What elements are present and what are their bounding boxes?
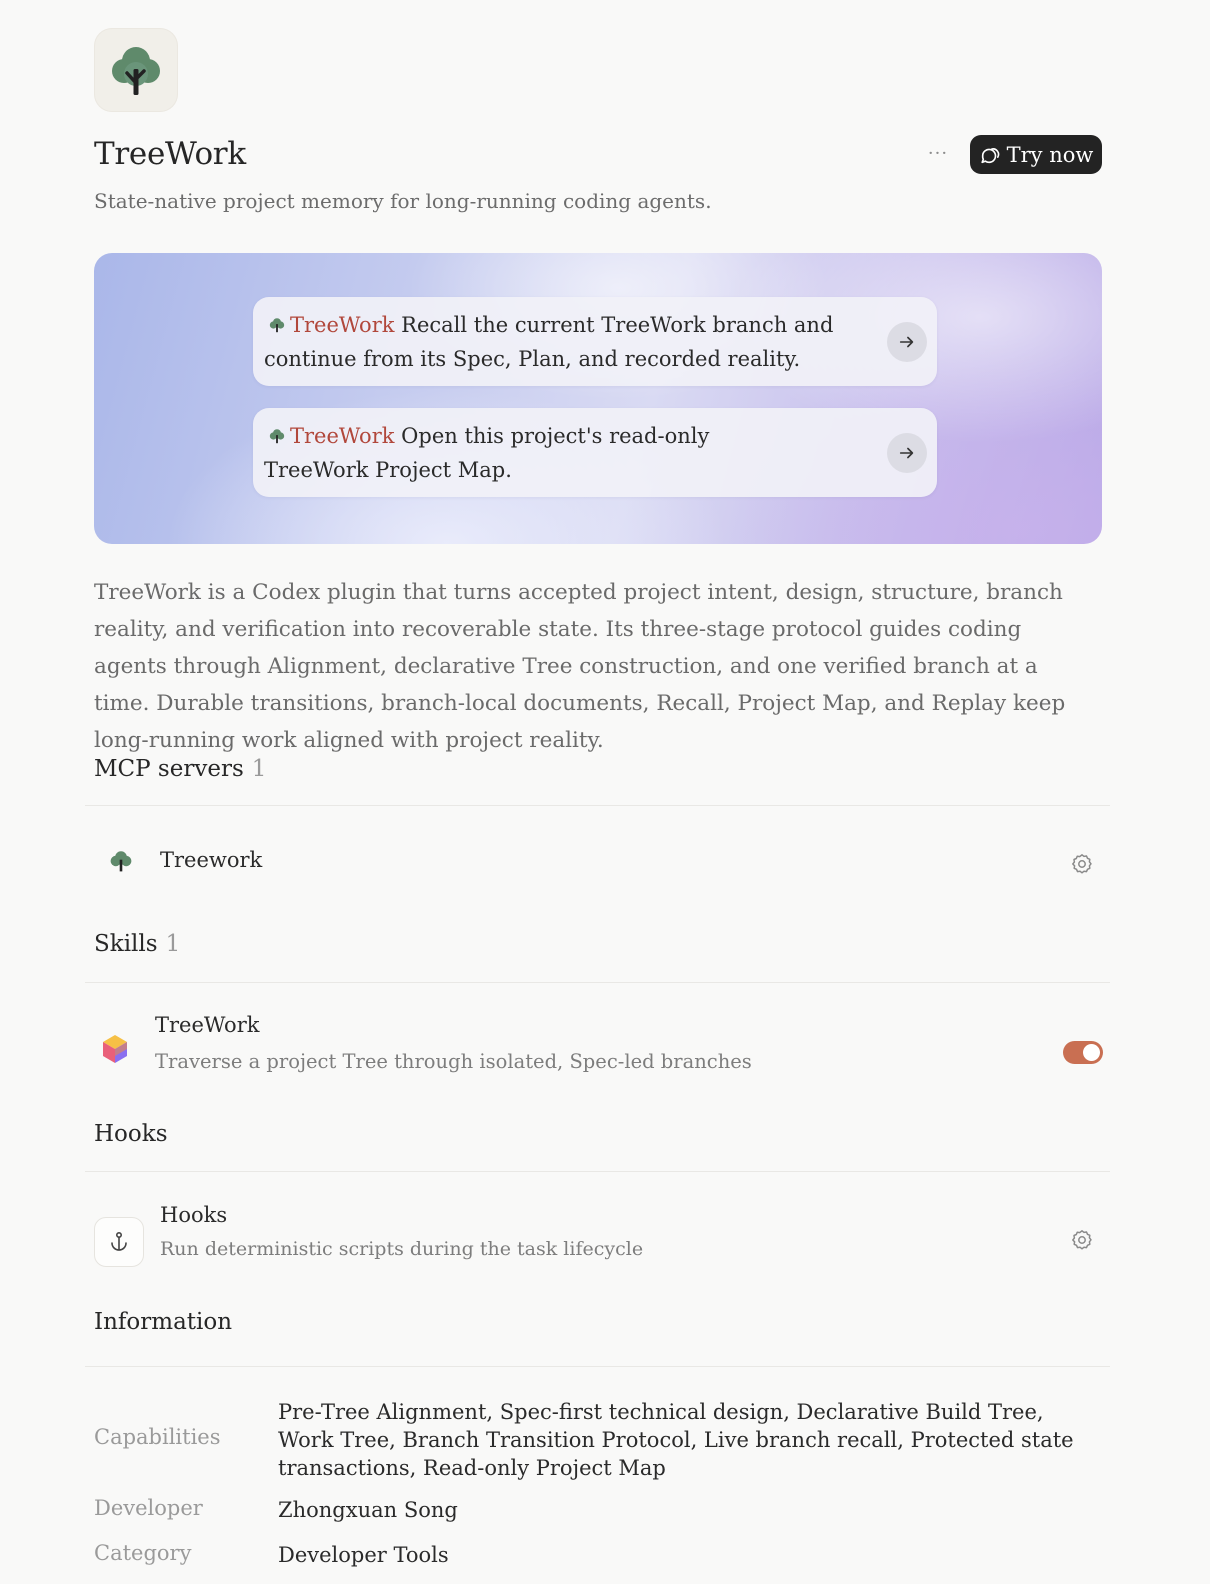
info-label-developer: Developer xyxy=(94,1496,203,1520)
try-now-button[interactable] xyxy=(970,135,1102,174)
skill-toggle[interactable] xyxy=(1063,1041,1103,1064)
tree-icon xyxy=(105,39,167,101)
info-value-capabilities: Pre-Tree Alignment, Spec-first technical design, Declarative Build Tree, Work Tree, Branch Transition Protocol, Live branch recall, Protected state transactions, Read-only Project Map xyxy=(278,1400,1074,1480)
prompt-text: Open this project's read-only TreeWork Project Map. xyxy=(264,424,710,482)
prompt-banner xyxy=(94,253,1102,544)
hooks-description: Run deterministic scripts during the task lifecycle xyxy=(160,1238,644,1260)
info-value-category: Developer Tools xyxy=(278,1543,449,1567)
divider xyxy=(85,982,1110,983)
tree-icon xyxy=(108,848,134,874)
page-title: TreeWork xyxy=(94,136,246,172)
mcp-server-icon xyxy=(108,848,134,878)
hooks-settings-button[interactable] xyxy=(1070,1228,1094,1252)
divider xyxy=(85,805,1110,806)
info-label-category: Category xyxy=(94,1541,192,1565)
section-title-text: MCP servers xyxy=(94,756,244,782)
page-subtitle: State-native project memory for long-running coding agents. xyxy=(94,189,712,213)
prompt-tag: TreeWork xyxy=(290,424,395,448)
section-title-mcp xyxy=(94,756,266,782)
prompt-text-block xyxy=(264,419,794,487)
send-prompt-button[interactable] xyxy=(887,433,927,473)
skill-name: TreeWork xyxy=(155,1013,260,1037)
prompt-text: Recall the current TreeWork branch and continue from its Spec, Plan, and recorded reality. xyxy=(264,313,834,371)
section-title-hooks xyxy=(94,1121,168,1147)
more-icon: ··· xyxy=(927,142,949,164)
prompt-tag: TreeWork xyxy=(290,313,395,337)
divider xyxy=(85,1171,1110,1172)
hooks-icon-box xyxy=(94,1217,144,1267)
chat-icon xyxy=(979,144,1001,166)
prompt-card[interactable] xyxy=(253,408,937,497)
gear-icon xyxy=(1070,852,1094,876)
section-count: 1 xyxy=(251,756,267,782)
cube-icon xyxy=(101,1033,129,1065)
plugin-description: TreeWork is a Codex plugin that turns accepted project intent, design, structure, branch reality, and verification into recoverable state. Its three-stage protocol guides coding agents through Alignment, declarative Tree construction, and one verified branch at a time. Durable transitions, branch-local documents, Recall, Project Map, and Replay keep long-running work aligned with project reality. xyxy=(94,580,1066,753)
mcp-server-name: Treework xyxy=(160,848,263,872)
hooks-name: Hooks xyxy=(160,1203,228,1227)
prompt-text-block xyxy=(264,308,882,376)
tree-icon xyxy=(268,427,286,445)
info-value-developer: Zhongxuan Song xyxy=(278,1498,458,1522)
prompt-card[interactable] xyxy=(253,297,937,386)
gear-icon xyxy=(1070,1228,1094,1252)
section-title-skills xyxy=(94,931,180,957)
try-now-label: Try now xyxy=(1006,142,1094,167)
section-count: 1 xyxy=(165,931,181,957)
section-title-information: Information xyxy=(94,1309,233,1335)
arrow-right-icon xyxy=(898,444,916,462)
section-title-text: Hooks xyxy=(94,1121,168,1147)
more-options-button[interactable] xyxy=(920,140,956,166)
skill-description: Traverse a project Tree through isolated, Spec-led branches xyxy=(155,1050,752,1073)
divider xyxy=(85,1366,1110,1367)
arrow-right-icon xyxy=(898,333,916,351)
toggle-knob xyxy=(1083,1044,1100,1061)
section-title-text: Skills xyxy=(94,931,158,957)
mcp-server-settings-button[interactable] xyxy=(1070,852,1094,876)
skill-icon xyxy=(101,1033,129,1069)
app-icon xyxy=(94,28,178,112)
send-prompt-button[interactable] xyxy=(887,322,927,362)
tree-icon xyxy=(268,316,286,334)
anchor-icon xyxy=(107,1230,131,1254)
info-label-capabilities: Capabilities xyxy=(94,1425,221,1449)
